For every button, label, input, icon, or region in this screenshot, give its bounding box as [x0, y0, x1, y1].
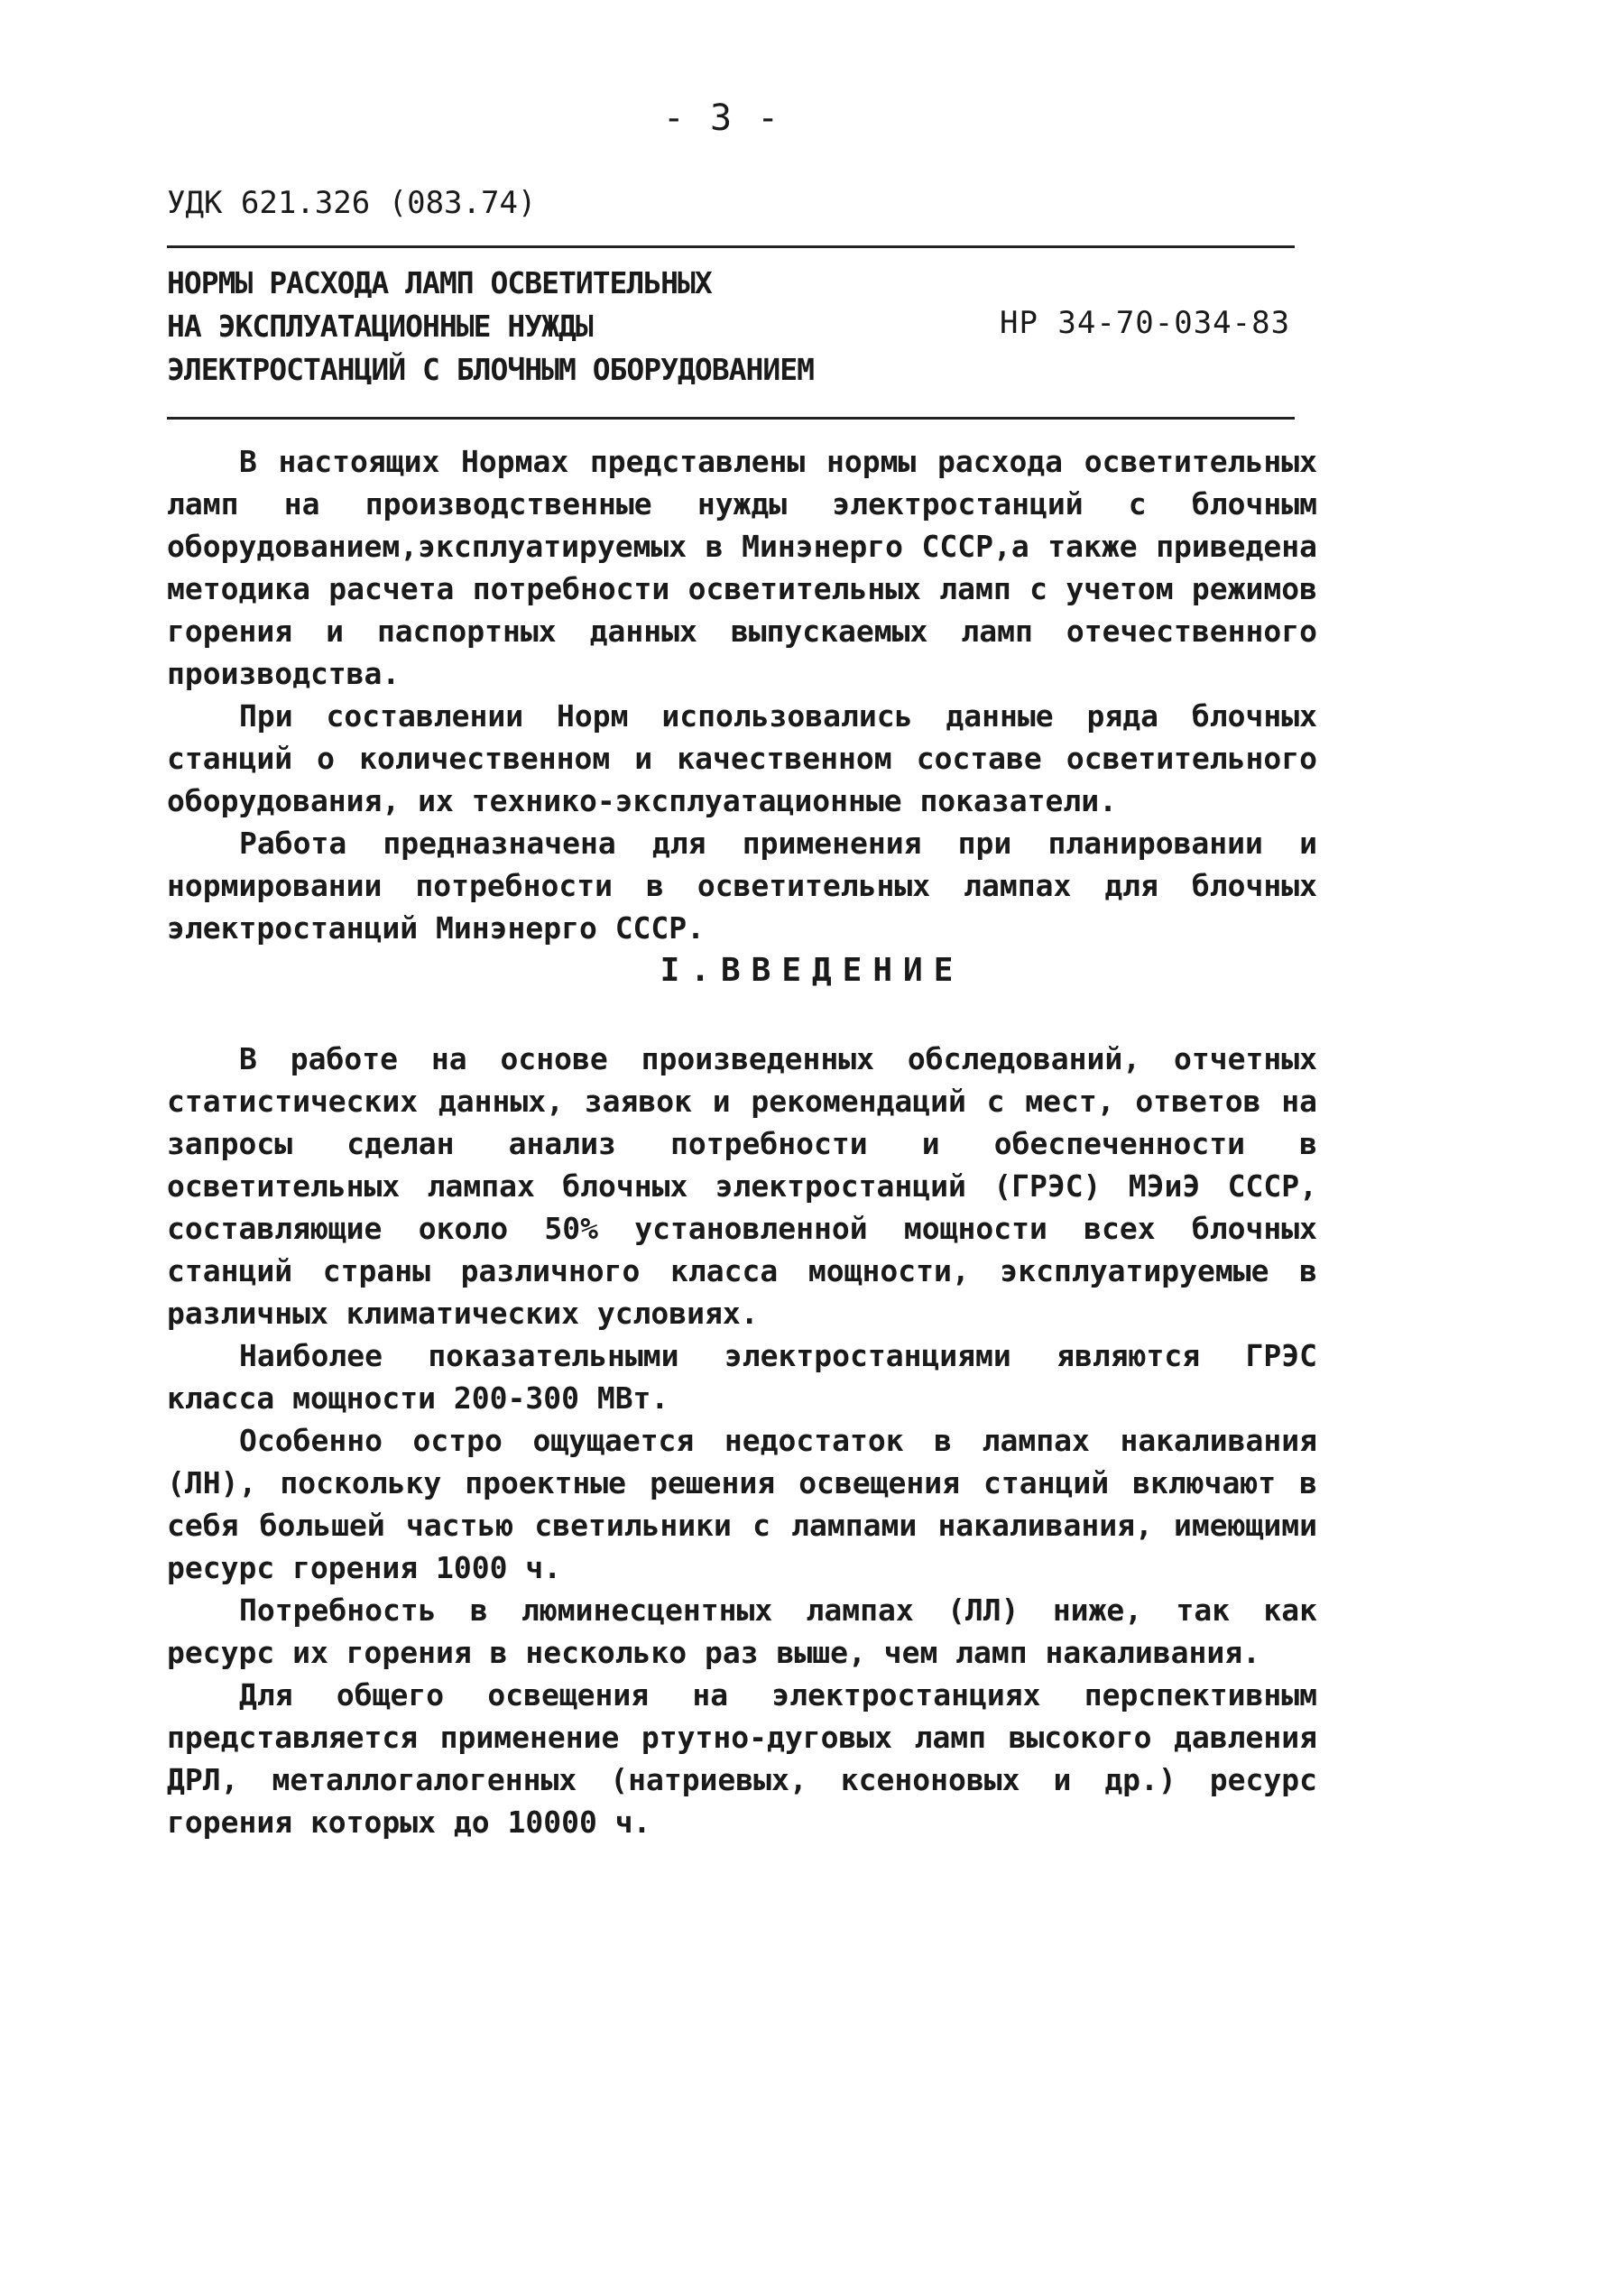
- title-line-3: ЭЛЕКТРОСТАНЦИЙ С БЛОЧНЫМ ОБОРУДОВАНИЕМ: [167, 352, 814, 387]
- introduction-text: [167, 1038, 1317, 1843]
- udk-code: УДК 621.326 (083.74): [167, 185, 537, 221]
- intro-text: [167, 440, 1317, 949]
- document-code: НР 34-70-034-83: [1000, 305, 1291, 341]
- body-paragraph: В работе на основе произведенных обследований, отчетных статистических данных, заявок и рекомендаций с мест, ответов на запросы сделан анализ потребности и обеспеченности в осветительных лампах блочных электростанций (ГРЭС) МЭиЭ СССР, составляющие около 50% установленной мощности всех блочных станций страны различного класса мощности, эксплуатируемые в различных климатических условиях.: [167, 1041, 1317, 1331]
- document-title: [167, 262, 814, 392]
- intro-paragraph: Работа предназначена для применения при планировании и нормировании потребности в осветительных лампах для блочных электростанций Минэнерго СССР.: [167, 826, 1317, 946]
- title-rule-bottom: [167, 417, 1295, 420]
- title-line-1: НОРМЫ РАСХОДА ЛАМП ОСВЕТИТЕЛЬНЫХ: [167, 265, 712, 300]
- body-paragraph: Особенно остро ощущается недостаток в лампах накаливания (ЛН), поскольку проектные решения освещения станций включают в себя большей частью светильники с лампами накаливания, имеющими ресурс горения 1000 ч.: [167, 1423, 1317, 1585]
- page-number: - 3 -: [662, 97, 781, 139]
- title-line-2: НА ЭКСПЛУАТАЦИОННЫЕ НУЖДЫ: [167, 309, 593, 344]
- section-heading: I.ВВЕДЕНИЕ: [660, 952, 964, 989]
- body-paragraph: Потребность в люминесцентных лампах (ЛЛ) ниже, так как ресурс их горения в несколько раз выше, чем ламп накаливания.: [167, 1592, 1317, 1670]
- title-rule-top: [167, 245, 1295, 248]
- body-paragraph: Для общего освещения на электростанциях перспективным представляется применение ртутно-дуговых ламп высокого давления ДРЛ, металлогалогенных (натриевых, ксеноновых и др.) ресурс горения которых до 10000 ч.: [167, 1677, 1317, 1840]
- body-paragraph: Наиболее показательными электростанциями являются ГРЭС класса мощности 200-300 МВт.: [167, 1338, 1317, 1416]
- intro-paragraph: В настоящих Нормах представлены нормы расхода осветительных ламп на производственные нужды электростанций с блочным оборудованием,эксплуатируемых в Минэнерго СССР,а также приведена методика расчета потребности осветительных ламп с учетом режимов горения и паспортных данных выпускаемых ламп отечественного производства.: [167, 444, 1317, 691]
- intro-paragraph: При составлении Норм использовались данные ряда блочных станций о количественном и качественном составе осветительного оборудования, их технико-эксплуатационные показатели.: [167, 698, 1317, 818]
